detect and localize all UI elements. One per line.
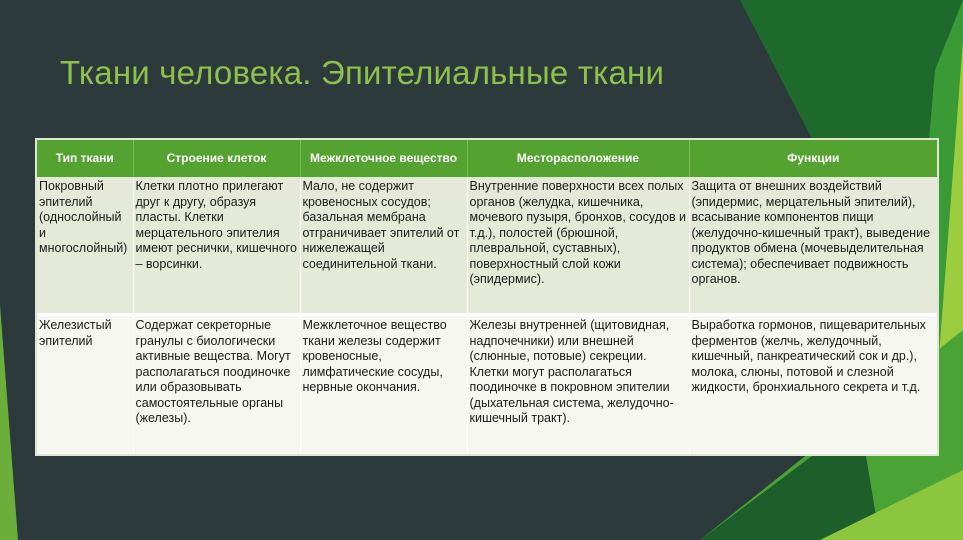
cell-location: Внутренние поверхности всех полых органов (желудка, кишечника, мочевого пузыря, бронхов, сосудов и т.д.), полостей (брюшной, плевральной, суставных), поверхностный слой кожи (эпидермис). xyxy=(467,177,689,315)
header-cell-structure: Строение клеток xyxy=(133,140,300,177)
cell-functions: Выработка гормонов, пищеварительных ферментов (желчь, желудочный, кишечный, панкреатический сок и др.), молока, слюны, потовой и слезной жидкости, бронхиального секрета и т.д. xyxy=(689,315,937,455)
cell-intercellular-substance: Межклеточное вещество ткани железы содержит кровеносные, лимфатические сосуды, нервные окончания. xyxy=(300,315,467,455)
header-functions: Функции xyxy=(689,140,937,177)
cell-intercellular-substance: Мало, не содержит кровеносных сосудов; базальная мембрана отграничивает эпителий от нижележащей соединительной ткани. xyxy=(300,177,467,315)
green-shape-left-edge xyxy=(0,305,18,540)
epithelial-tissue-table xyxy=(37,140,937,454)
table-row xyxy=(37,177,937,315)
cell-cell-structure: Содержат секреторные гранулы с биологически активные вещества. Могут располагаться поодиночке или образовывать самостоятельные органы (железы). xyxy=(133,315,300,455)
table-row xyxy=(37,315,937,455)
table-header-row xyxy=(37,140,937,177)
cell-tissue-type: Железистый эпителий xyxy=(37,315,133,455)
header-intercellular-substance: Межклеточное вещество xyxy=(300,140,467,177)
cell-cell-structure: Клетки плотно прилегают друг к другу, образуя пласты. Клетки мерцательного эпителия имеют реснички, кишечного – ворсинки. xyxy=(133,177,300,315)
cell-tissue-type: Покровный эпителий (однослойный и многослойный) xyxy=(37,177,133,315)
slide-title: Ткани человека. Эпителиальные ткани xyxy=(60,54,665,91)
header-location: Месторасположение xyxy=(467,140,689,177)
cell-functions: Защита от внешних воздействий (эпидермис, мерцательный эпителий), всасывание компонентов пищи (желудочно-кишечный тракт), выведение продуктов обмена (мочевыделительная система); обеспечивает подвижность органов. xyxy=(689,177,937,315)
cell-location: Железы внутренней (щитовидная, надпочечники) или внешней (слюнные, потовые) секреции. Клетки могут располагаться поодиночке в покровном эпителии (дыхательная система, желудочно-кишечный тракт). xyxy=(467,315,689,455)
header-tissue-type: Тип ткани xyxy=(37,140,133,177)
